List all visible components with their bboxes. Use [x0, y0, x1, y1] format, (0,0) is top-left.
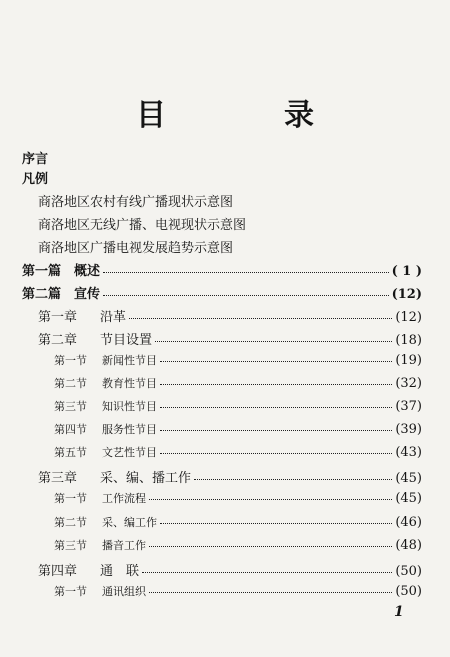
toc-entry-title: 教育性节目: [102, 377, 157, 390]
toc-entry-section: [54, 398, 422, 416]
toc-entry-title: 概述: [74, 264, 101, 279]
toc-entry-page: (32): [395, 376, 422, 391]
toc-entry-number: 第五节: [54, 446, 87, 459]
toc-entry-number: 第三节: [54, 400, 87, 413]
toc-entry-section: [54, 537, 422, 555]
page-title: 目 录: [136, 98, 358, 133]
page-number: 1: [394, 604, 404, 620]
toc-entry-page: (46): [395, 515, 422, 530]
dot-leader: [194, 469, 392, 480]
toc-entry-number: 第三节: [54, 539, 87, 552]
toc-entry-page: (48): [395, 538, 422, 553]
dot-leader: [149, 536, 392, 547]
toc-entry-page: ( 1 ): [391, 264, 422, 279]
toc-entry-title: 节目设置: [100, 333, 153, 348]
toc-entry-chapter-1: [38, 306, 422, 324]
toc-entry-title: 通讯组织: [102, 585, 146, 598]
dot-leader: [149, 489, 392, 500]
toc-entry-number: 第二章: [38, 333, 78, 348]
toc-entry-number: 第一篇: [22, 264, 62, 279]
toc-entry-part-2: [22, 283, 422, 301]
toc-entry-title: 采、编、播工作: [100, 471, 192, 486]
front-matter-map-2: 商洛地区无线广播、电视现状示意图: [38, 218, 247, 233]
dot-leader: [160, 351, 392, 362]
dot-leader: [142, 562, 392, 573]
toc-entry-title: 工作流程: [102, 492, 146, 505]
front-matter-preface: 序言: [22, 152, 49, 167]
toc-entry-number: 第一章: [38, 310, 78, 325]
dot-leader: [160, 374, 392, 385]
toc-entry-number: 第三章: [38, 471, 78, 486]
dot-leader: [103, 285, 389, 296]
toc-entry-page: (45): [395, 491, 422, 506]
toc-entry-page: (19): [395, 353, 422, 368]
dot-leader: [103, 262, 389, 273]
toc-entry-page: (12): [391, 287, 422, 302]
toc-entry-section: [54, 421, 422, 439]
toc-entry-title: 服务性节目: [102, 423, 157, 436]
toc-entry-section: [54, 352, 422, 370]
toc-entry-page: (50): [395, 564, 422, 579]
toc-entry-page: (50): [395, 584, 422, 599]
toc-entry-page: (37): [395, 399, 422, 414]
toc-entry-title: 沿革: [100, 310, 127, 325]
front-matter-map-1: 商洛地区农村有线广播现状示意图: [38, 195, 234, 210]
toc-entry-page: (43): [395, 445, 422, 460]
toc-entry-number: 第二篇: [22, 287, 62, 302]
toc-entry-title: 知识性节目: [102, 400, 157, 413]
toc-entry-page: (18): [395, 333, 422, 348]
toc-entry-part-1: [22, 260, 422, 278]
dot-leader: [155, 331, 392, 342]
toc-entry-section: [54, 490, 422, 508]
dot-leader: [160, 420, 392, 431]
toc-entry-section: [54, 375, 422, 393]
toc-entry-number: 第四章: [38, 564, 78, 579]
toc-entry-number: 第二节: [54, 377, 87, 390]
toc-entry-title: 播音工作: [102, 539, 146, 552]
toc-entry-number: 第二节: [54, 516, 87, 529]
toc-entry-title: 宣传: [74, 287, 101, 302]
front-matter-map-3: 商洛地区广播电视发展趋势示意图: [38, 241, 234, 256]
toc-entry-title: 文艺性节目: [102, 446, 157, 459]
toc-entry-page: (12): [395, 310, 422, 325]
toc-entry-number: 第四节: [54, 423, 87, 436]
dot-leader: [160, 397, 392, 408]
dot-leader: [129, 308, 392, 319]
dot-leader: [149, 582, 392, 593]
toc-entry-title: 新闻性节目: [102, 354, 157, 367]
toc-entry-number: 第一节: [54, 492, 87, 505]
toc-entry-page: (39): [395, 422, 422, 437]
toc-entry-title: 采、编工作: [102, 516, 157, 529]
toc-entry-section: [54, 514, 422, 532]
toc-entry-number: 第一节: [54, 585, 87, 598]
toc-entry-chapter-2: [38, 329, 422, 347]
dot-leader: [160, 443, 392, 454]
toc-entry-section: [54, 444, 422, 462]
toc-entry-page: (45): [395, 471, 422, 486]
dot-leader: [160, 513, 392, 524]
toc-entry-section: [54, 583, 422, 601]
toc-entry-title: 通 联: [100, 564, 140, 579]
toc-entry-chapter-3: [38, 467, 422, 485]
toc-entry-number: 第一节: [54, 354, 87, 367]
toc-entry-chapter-4: [38, 560, 422, 578]
front-matter-conventions: 凡例: [22, 172, 49, 187]
